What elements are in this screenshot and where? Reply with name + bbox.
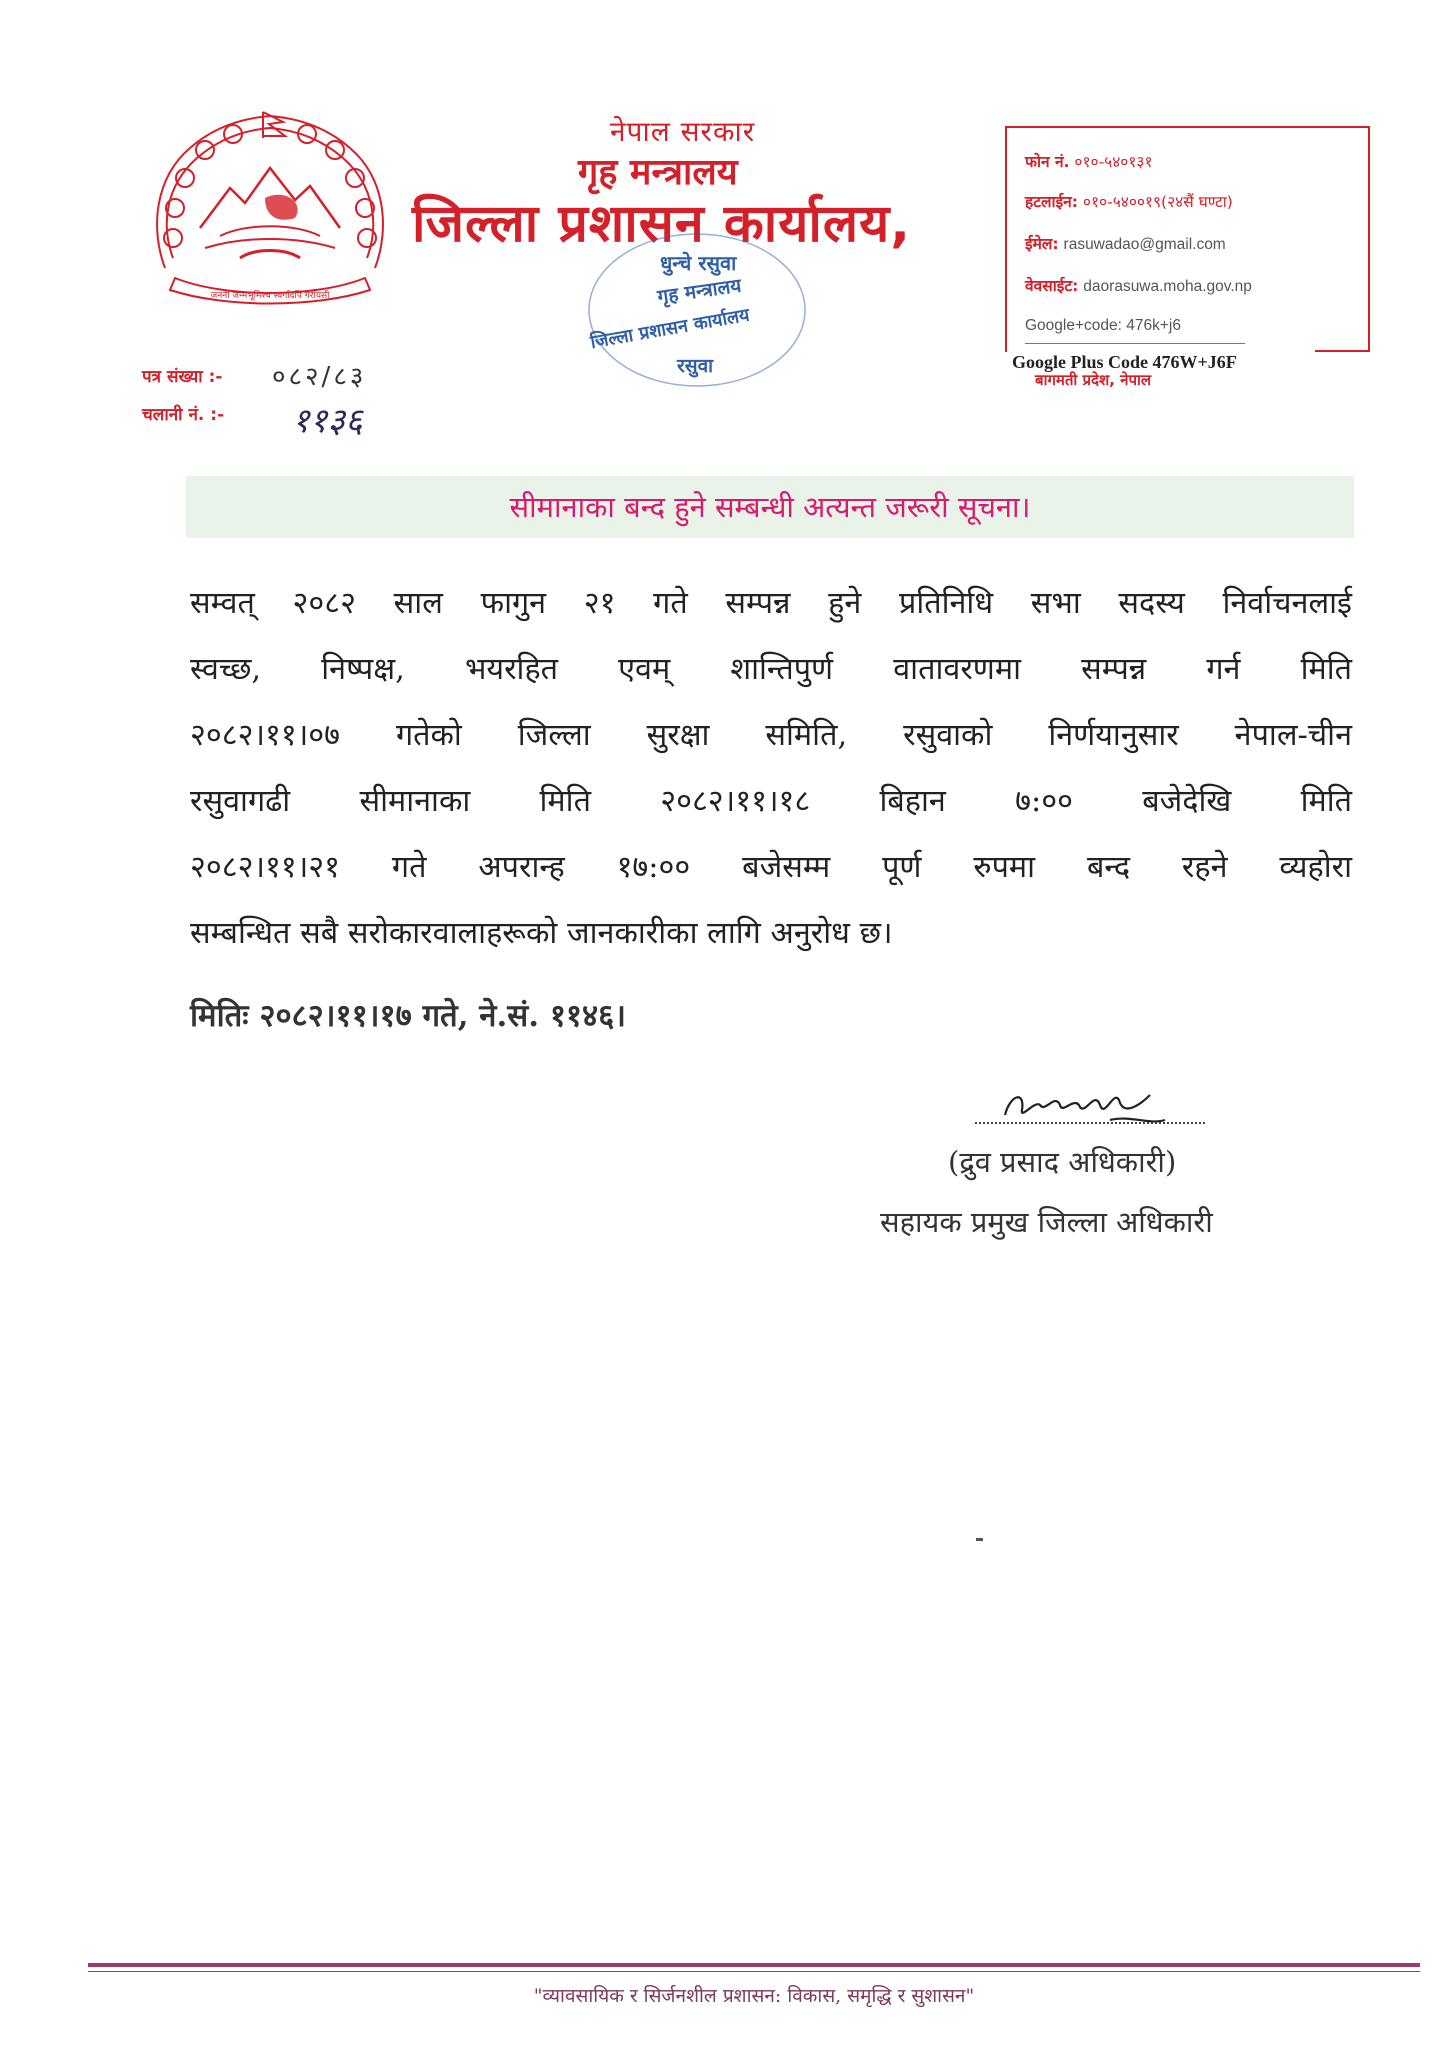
- handwritten-signature-icon: [1000, 1075, 1170, 1135]
- hotline-label: हटलाईन:: [1025, 193, 1078, 211]
- phone-label: फोन नं.: [1025, 153, 1070, 171]
- letter-number-label: पत्र संख्या :-: [142, 367, 223, 387]
- website-label: वेवसाईट:: [1025, 277, 1079, 295]
- email-label: ईमेल:: [1025, 235, 1059, 253]
- dispatch-number-label: चलानी नं. :-: [142, 405, 225, 425]
- office-title: जिल्ला प्रशासन कार्यालय,: [412, 194, 912, 254]
- body-line-5: २०८२।११।२१ गते अपरान्ह १७:०० बजेसम्म पूर्ण रुपमा बन्द रहने व्यहोरा: [190, 850, 1352, 885]
- hotline-line: [1025, 190, 1233, 212]
- nepal-coat-of-arms-icon: [145, 108, 395, 313]
- body-line-3: २०८२।११।०७ गतेको जिल्ला सुरक्षा समिति, रसुवाको निर्णयानुसार नेपाल-चीन: [190, 718, 1352, 753]
- footer-motto: "व्यावसायिक र सिर्जनशील प्रशासन: विकास, समृद्धि र सुशासन": [533, 1985, 975, 2007]
- office-stamp-icon: [585, 230, 810, 390]
- google-code-line: [1025, 316, 1181, 335]
- contact-box: [1005, 126, 1370, 352]
- subject-title: सीमानाका बन्द हुने सम्बन्धी अत्यन्त जरूरी सूचना।: [509, 490, 1031, 524]
- letter-number-value: ०८२/८३: [272, 362, 367, 392]
- plus-code: Google Plus Code 476W+J6F: [1012, 352, 1237, 372]
- body-line-1: सम्वत् २०८२ साल फागुन २१ गते सम्पन्न हुने प्रतिनिधि सभा सदस्य निर्वाचनलाई: [190, 586, 1352, 621]
- body-line-4: रसुवागढी सीमानाका मिति २०८२।११।१८ बिहान ७:०० बजेदेखि मिति: [190, 784, 1352, 819]
- phone-value: ०१०-५४०१३१: [1074, 153, 1153, 171]
- footer-rule: [88, 1963, 1420, 1967]
- scan-speck: [976, 1538, 983, 1541]
- date-line: मितिः २०८२।११।१७ गते, ने.सं. ११४६।: [190, 998, 627, 1034]
- google-code: Google+code: 476k+j6: [1025, 317, 1181, 334]
- stamp-line-4: रसुवा: [677, 355, 714, 377]
- body-line-6: सम्बन्धित सबै सरोकारवालाहरूको जानकारीका लागि अनुरोध छ।: [190, 916, 893, 951]
- email-line: [1025, 232, 1226, 254]
- emblem-motto: जननी जन्मभूमिश्च स्वर्गादपि गरीयसी: [210, 291, 330, 301]
- website-line: [1025, 274, 1252, 296]
- website-value[interactable]: daorasuwa.moha.gov.np: [1083, 278, 1252, 295]
- ministry-title: गृह मन्त्रालय: [578, 152, 738, 193]
- footer-rule-thin: [88, 1971, 1420, 1972]
- email-value[interactable]: rasuwadao@gmail.com: [1063, 236, 1226, 253]
- signatory-name: (द्रुव प्रसाद अधिकारी): [948, 1145, 1177, 1179]
- stamp-line-3: जिल्ला प्रशासन कार्यालय: [588, 304, 752, 354]
- phone-line: [1025, 150, 1153, 172]
- hotline-value: ०१०-५४००१९(२४सैं घण्टा): [1082, 193, 1233, 211]
- dispatch-number-value: ११३६: [292, 401, 363, 441]
- stamp-line-1: धुन्चे रसुवा: [660, 251, 737, 275]
- government-title: नेपाल सरकार: [610, 115, 756, 148]
- signatory-title: सहायक प्रमुख जिल्ला अधिकारी: [880, 1205, 1213, 1239]
- body-line-2: स्वच्छ, निष्पक्ष, भयरहित एवम् शान्तिपुर्ण वातावरणमा सम्पन्न गर्न मिति: [190, 652, 1352, 687]
- stamp-line-2: गृह मन्त्रालय: [656, 274, 743, 309]
- province: बागमती प्रदेश, नेपाल: [1035, 371, 1152, 389]
- signature-line: [975, 1122, 1205, 1124]
